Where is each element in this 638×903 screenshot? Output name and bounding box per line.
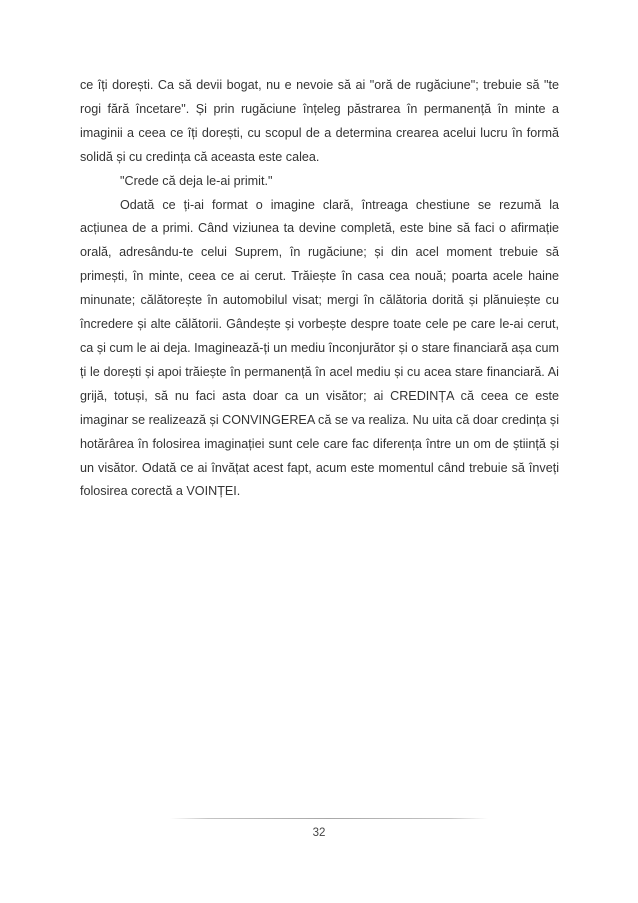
paragraph-receiving: Odată ce ți-ai format o imagine clară, întreaga chestiune se rezumă la acțiunea de a primi. Când viziunea ta devine completă, este bine să faci o afirmație orală, adresându-te celui Suprem, în rugăciune; și din acel moment trebuie să primești, în minte, ceea ce ai cerut. Trăiește în casa cea nouă; poarta acele haine minunate; călătorește în automobilul visat; mergi în călătoria dorită și plănuiește cu încredere și alte călătorii. Gândește și vorbește despre toate cele pe care le-ai cerut, ca și cum le ai deja. Imaginează-ți un mediu înconjurător și o stare financiară așa cum ți le dorești și apoi trăiește în permanență în acel mediu și cu acea stare financiară. Ai grijă, totuși, să nu faci asta doar ca un visător; ai CREDINȚA că ceea ce este imaginar se realizează și CONVINGEREA că se va realiza. Nu uita că doar credința și hotărârea în folosirea imaginației sunt cele care fac diferența între un om de știință și un visător. Odată ce ai învățat acest fapt, acum este momentul când trebuie să înveți folosirea corectă a VOINȚEI. (80, 197, 559, 499)
paragraph-quote: "Crede că deja le-ai primit." (120, 173, 273, 188)
page-number: 32 (312, 827, 326, 839)
paragraph-prayer: ce îți dorești. Ca să devii bogat, nu e nevoie să ai "oră de rugăciune"; trebuie să "te rogi fără încetare". Și prin rugăciune înțeleg păstrarea în permanență în minte a imaginii a ceea ce îți dorești, cu scopul de a determina crearea acelui lucru în formă solidă și cu credința că aceasta este calea. (80, 78, 559, 164)
body-text (80, 74, 559, 504)
footer-divider (170, 818, 488, 819)
